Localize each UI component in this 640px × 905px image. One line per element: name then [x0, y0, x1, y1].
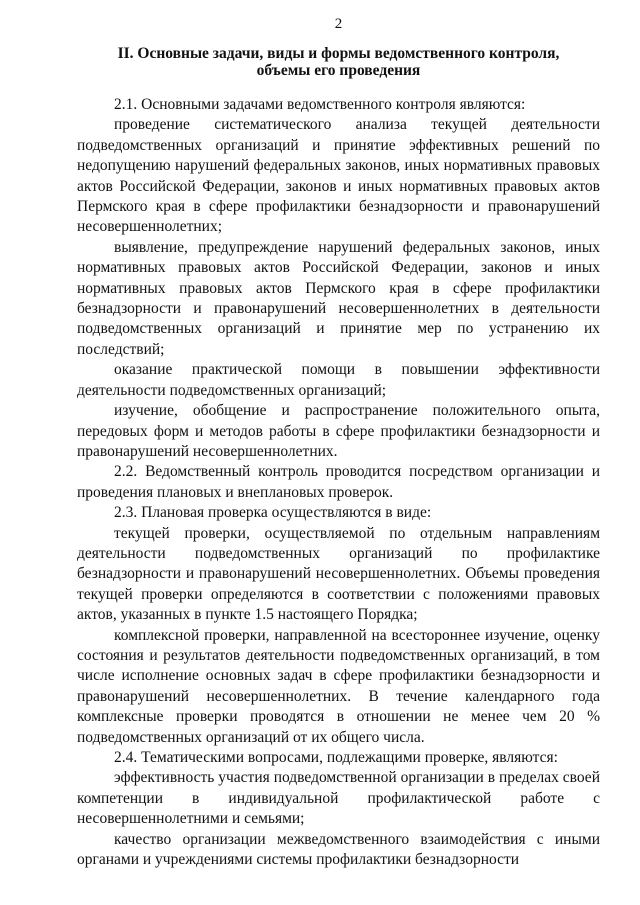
paragraph-analysis: проведение систематического анализа текущей деятельности подведомственных организаций и принятие эффективных решений по недопущению нарушений федеральных законов, иных нормативных правовых актов Российской Федерации, законов и иных нормативных правовых актов Пермского края в сфере профилактики безнадзорности и правонарушений несовершеннолетних; [77, 116, 600, 236]
paragraph-current-check: текущей проверки, осуществляемой по отдельным направлениям деятельности подведомственных организаций по профилактике безнадзорности и правонарушений несовершеннолетних. Объемы проведения текущей проверки определяются в соответствии с положениями правовых актов, указанных в пункте 1.5 настоящего Порядка; [77, 524, 600, 624]
paragraph-complex-check: комплексной проверки, направленной на всестороннее изучение, оценку состояния и результатов деятельности подведомственных организаций, в том числе исполнение основных задач в сфере профилактики безнадзорности и правонарушений несовершеннолетних. В течение календарного года комплексные проверки проводятся в отношении не менее чем 20 % подведомственных организаций от их общего числа. [77, 626, 600, 746]
section-heading-line-1: II. Основные задачи, виды и формы ведомственного контроля, [117, 45, 560, 62]
paragraph-2-4: 2.4. Тематическими вопросами, подлежащими проверке, являются: [114, 749, 558, 766]
paragraph-2-1: 2.1. Основными задачами ведомственного контроля являются: [114, 96, 526, 113]
paragraph-interaction-quality: качество организации межведомственного взаимодействия с иными органами и учреждениями системы профилактики безнадзорности [77, 830, 600, 869]
page-number: 2 [334, 16, 343, 32]
section-heading-line-2: объемы его проведения [256, 62, 421, 79]
paragraph-detection: выявление, предупреждение нарушений федеральных законов, иных нормативных правовых актов Российской Федерации, законов и иных нормативных правовых актов Пермского края в сфере профилактики безнадзорности и правонарушений несовершеннолетних в деятельности подведомственных организаций и принятие мер по устранению их последствий; [77, 238, 600, 358]
document-body [77, 95, 600, 870]
section-heading [77, 45, 600, 79]
paragraph-experience: изучение, обобщение и распространение положительного опыта, передовых форм и методов работы в сфере профилактики безнадзорности и правонарушений несовершеннолетних. [77, 402, 600, 460]
paragraph-assistance: оказание практической помощи в повышении эффективности деятельности подведомственных организаций; [77, 361, 600, 399]
paragraph-effectiveness: эффективность участия подведомственной организации в пределах своей компетенции в индивидуальной профилактической работе с несовершеннолетними и семьями; [77, 769, 600, 828]
paragraph-2-2: 2.2. Ведомственный контроль проводится посредством организации и проведения плановых и внеплановых проверок. [77, 463, 600, 501]
paragraph-2-3: 2.3. Плановая проверка осуществляются в виде: [114, 504, 432, 522]
